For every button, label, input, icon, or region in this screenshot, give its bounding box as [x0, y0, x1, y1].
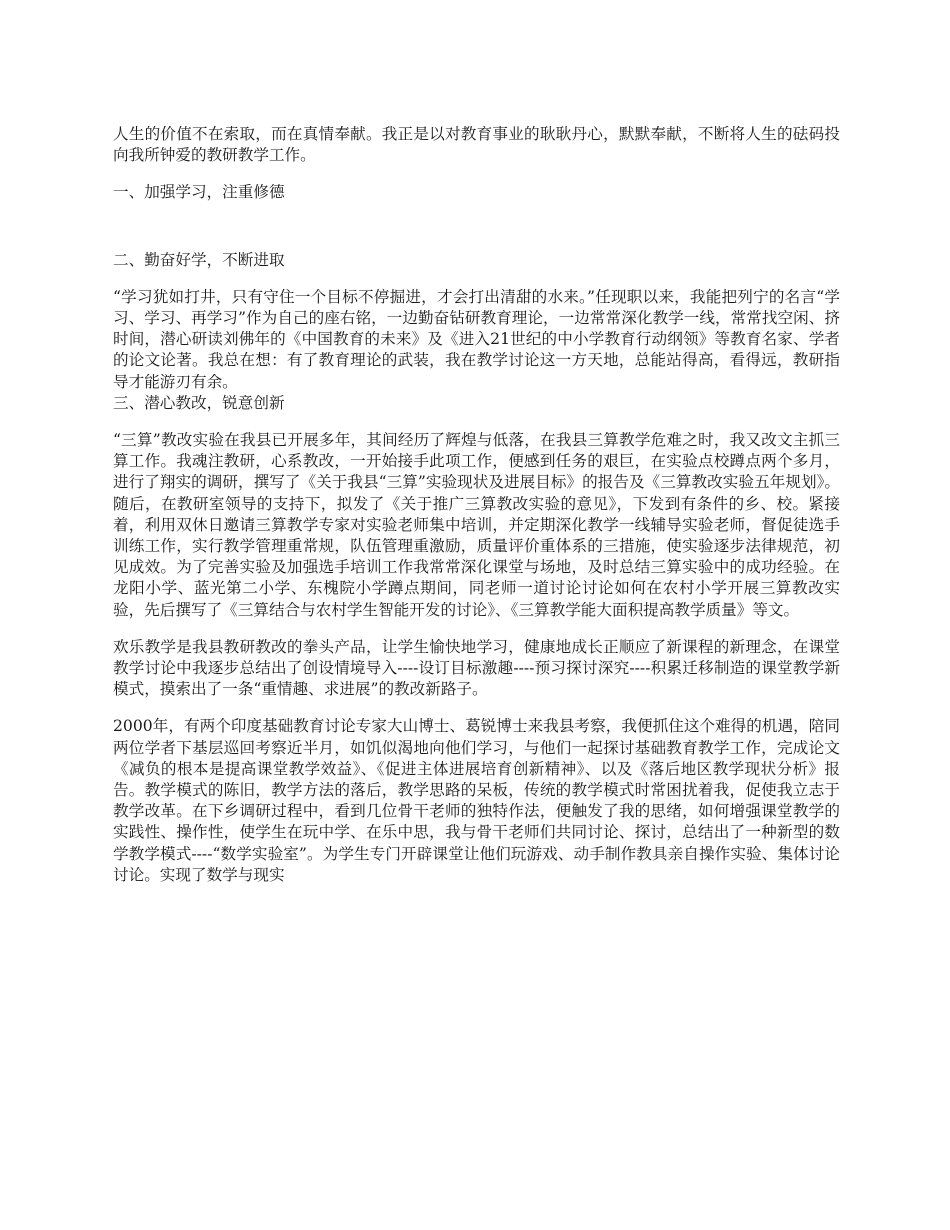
section-2-paragraph: “学习犹如打井，只有守住一个目标不停掘进，才会打出清甜的水来。”任现职以来，我能把列宁的名言“学习、学习、再学习”作为自己的座右铭，一边勤奋钻研教育理论，一边常常深化教学一线，常常找空闲、挤时间，潜心研读刘佛年的《中国教育的未来》及《进入21世纪的中小学教育行动纲领》等教育名家、学者的论文论著。我总在想：有了教育理论的武装，我在教学讨论这一方天地，总能站得高，看得远，教研指导才能游刃有余。	[113, 287, 840, 391]
year-2000-paragraph: 2000年，有两个印度基础教育讨论专家大山博士、葛锐博士来我县考察，我便抓住这个难得的机遇，陪同两位学者下基层巡回考察近半月，如饥似渴地向他们学习，与他们一起探讨基础教育教学工作，完成论文《减负的根本是提高课堂教学效益》、《促进主体进展培育创新精神》、以及《落后地区教学现状分析》报告。教学模式的陈旧，教学方法的落后，教学思路的呆板，传统的教学模式时常困扰着我，促使我立志于教学改革。在下乡调研过程中，看到几位骨干老师的独特作法，便触发了我的思绪，如何增强课堂教学的实践性、操作性，使学生在玩中学、在乐中思，我与骨干老师们共同讨论、探讨，总结出了一种新型的数学教学模式----“数学实验室”。为学生专门开辟课堂让他们玩游戏、动手制作教具亲自操作实验、集体讨论讨论。实现了数学与现实	[113, 717, 840, 884]
document-body	[113, 124, 840, 902]
happy-teaching-paragraph: 欢乐教学是我县教研教改的拳头产品，让学生愉快地学习，健康地成长正顺应了新课程的新理念，在课堂教学讨论中我逐步总结出了创设情境导入----设订目标激趣----预习探讨深究----积累迁移制造的课堂教学新模式，摸索出了一条“重情趣、求进展”的教改新路子。	[113, 637, 840, 699]
section-heading-2: 二、勤奋好学，不断进取	[113, 250, 285, 269]
section-heading-3: 三、潜心教改，锐意创新	[113, 393, 285, 412]
section-1-empty-space	[113, 220, 840, 250]
intro-paragraph: 人生的价值不在索取，而在真情奉献。我正是以对教育事业的耿耿丹心，默默奉献，不断将人生的砝码投向我所钟爱的教研教学工作。	[113, 125, 840, 165]
section-3-paragraph: “三算”教改实验在我县已开展多年，其间经历了辉煌与低落，在我县三算教学危难之时，我又改文主抓三算工作。我魂注教研，心系教改，一开始接手此项工作，便感到任务的艰巨，在实验点校蹲点两个多月，进行了翔实的调研，撰写了《关于我县“三算”实验现状及进展目标》的报告及《三算教改实验五年规划》。随后，在教研室领导的支持下，拟发了《关于推广三算教改实验的意见》，下发到有条件的乡、校。紧接着，利用双休日邀请三算教学专家对实验老师集中培训，并定期深化教学一线辅导实验老师，督促徒选手训练工作，实行教学管理重常规，队伍管理重激励，质量评价重体系的三措施，使实验逐步法律规范，初见成效。为了完善实验及加强选手培训工作我常常深化课堂与场地，及时总结三算实验中的成功经验。在龙阳小学、蓝光第二小学、东槐院小学蹲点期间，同老师一道讨论讨论如何在农村小学开展三算教改实验，先后撰写了《三算结合与农村学生智能开发的讨论》、《三算教学能大面积提高教学质量》等文。	[113, 431, 840, 619]
section-heading-1: 一、加强学习，注重修德	[113, 183, 285, 202]
